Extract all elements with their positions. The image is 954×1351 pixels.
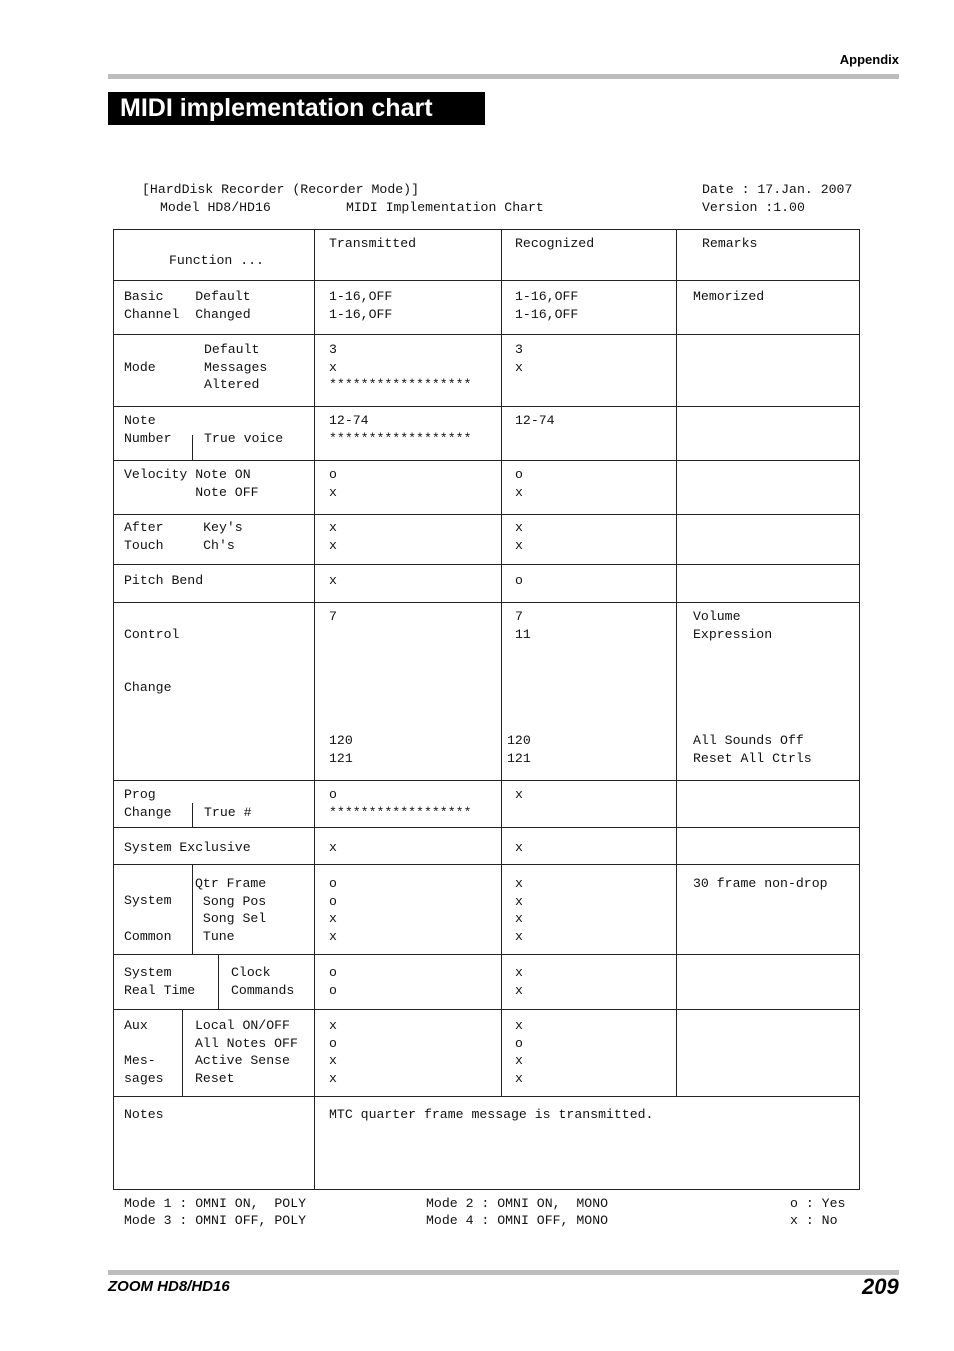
aux-sub-labels: Local ON/OFF All Notes OFF Active Sense Reset [195,1018,298,1087]
chart-name: MIDI Implementation Chart [346,200,544,215]
row-divider [114,334,859,335]
control-transmitted-bottom: 120 121 [329,733,353,766]
prog-change-label: Prog Change [124,787,172,820]
col-divider-recognized [676,230,677,1097]
system-common-label-top: System [124,893,172,908]
footer-product: ZOOM HD8/HD16 [108,1278,230,1295]
mode-recognized: 3 x [515,342,523,375]
row-divider [114,602,859,603]
sysex-recognized: x [515,840,523,855]
header-remarks: Remarks [702,236,758,251]
aftertouch-recognized: x x [515,520,523,553]
legend-yes: o : Yes [790,1196,846,1211]
bottom-rule [108,1270,899,1275]
true-voice-label: True voice [204,431,284,446]
control-label: Control [124,627,180,642]
sub-divider [192,435,193,460]
realtime-transmitted: o o [329,965,337,998]
sub-divider [182,1010,183,1096]
sub-divider [218,955,219,1009]
pitch-bend-label: Pitch Bend [124,573,204,588]
row-divider [114,1009,859,1010]
system-common-sub-labels: Qtr Frame Song Pos Song Sel Tune [195,876,267,945]
model-label: Model HD8/HD16 [160,200,271,215]
velocity-label: Velocity Note ON Note OFF [124,467,259,500]
real-time-label: System Real Time [124,965,196,998]
title-banner [108,92,485,125]
row-divider [114,954,859,955]
legend-mode2: Mode 2 : OMNI ON, MONO [426,1196,609,1211]
row-divider [114,280,859,281]
legend-mode4: Mode 4 : OMNI OFF, MONO [426,1213,609,1228]
row-divider [114,827,859,828]
chart-date: Date : 17.Jan. 2007 [702,182,853,197]
basic-channel-changed-label: Channel Changed [124,307,251,322]
notes-text: MTC quarter frame message is transmitted. [329,1107,654,1122]
pitch-bend-recognized: o [515,573,523,588]
header-function: Function ... [169,253,264,268]
control-recognized-top: 7 11 [515,609,531,642]
notes-label: Notes [124,1107,164,1122]
row-divider [114,864,859,865]
aftertouch-transmitted: x x [329,520,337,553]
chart-version: Version :1.00 [702,200,805,215]
sub-divider [192,865,193,954]
header-transmitted: Transmitted [329,236,417,251]
aftertouch-label: After Key's Touch Ch's [124,520,243,553]
pitch-bend-transmitted: x [329,573,337,588]
section-label: Appendix [839,52,899,67]
aux-transmitted: x o x x [329,1018,337,1087]
syscommon-recognized: x x x x [515,876,523,945]
legend-mode1: Mode 1 : OMNI ON, POLY [124,1196,307,1211]
control-transmitted-top: 7 [329,609,337,624]
aux-recognized: x o x x [515,1018,523,1087]
basic-channel-default-label: Basic Default [124,289,251,304]
top-rule [108,74,899,79]
row-divider [114,564,859,565]
messages-label: Mes- sages [124,1053,164,1086]
note-recognized: 12-74 [515,413,555,428]
legend-no: x : No [790,1213,838,1228]
real-time-sub-labels: Clock Commands [231,965,295,998]
basic-recognized: 1-16,OFF 1-16,OFF [515,289,579,322]
mode-sub-labels: Default Messages Altered [204,342,268,393]
col-divider-function [314,230,315,1189]
basic-remarks: Memorized [693,289,765,304]
syscommon-remarks: 30 frame non-drop [693,876,828,891]
header-recognized: Recognized [515,236,595,251]
prog-transmitted: o ****************** [329,787,472,820]
realtime-recognized: x x [515,965,523,998]
mode-transmitted: 3 x ****************** [329,342,472,393]
sysex-label: System Exclusive [124,840,251,855]
row-divider [114,406,859,407]
prog-recognized: x [515,787,523,802]
row-divider [114,460,859,461]
basic-transmitted: 1-16,OFF 1-16,OFF [329,289,393,322]
control-remarks-top: Volume Expression [693,609,773,642]
velocity-transmitted: o x [329,467,337,500]
note-number-label: Note Number [124,413,172,446]
note-transmitted: 12-74 ****************** [329,413,472,446]
legend-mode3: Mode 3 : OMNI OFF, POLY [124,1213,307,1228]
midi-implementation-table [113,229,860,1190]
control-recognized-bottom: 120 121 [507,733,531,766]
page-title: MIDI implementation chart [120,94,433,122]
control-remarks-bottom: All Sounds Off Reset All Ctrls [693,733,812,766]
sysex-transmitted: x [329,840,337,855]
row-divider [114,514,859,515]
change-label: Change [124,680,172,695]
aux-label: Aux [124,1018,148,1033]
page-number: 209 [862,1274,899,1299]
syscommon-transmitted: o o x x [329,876,337,945]
velocity-recognized: o x [515,467,523,500]
sub-divider [192,803,193,827]
true-number-label: True # [204,805,252,820]
mode-label: Mode [124,360,156,375]
row-divider [114,780,859,781]
col-divider-transmitted [501,230,502,1097]
system-common-label-bottom: Common [124,929,172,944]
row-divider [114,1096,859,1097]
recorder-mode-label: [HardDisk Recorder (Recorder Mode)] [142,182,419,197]
